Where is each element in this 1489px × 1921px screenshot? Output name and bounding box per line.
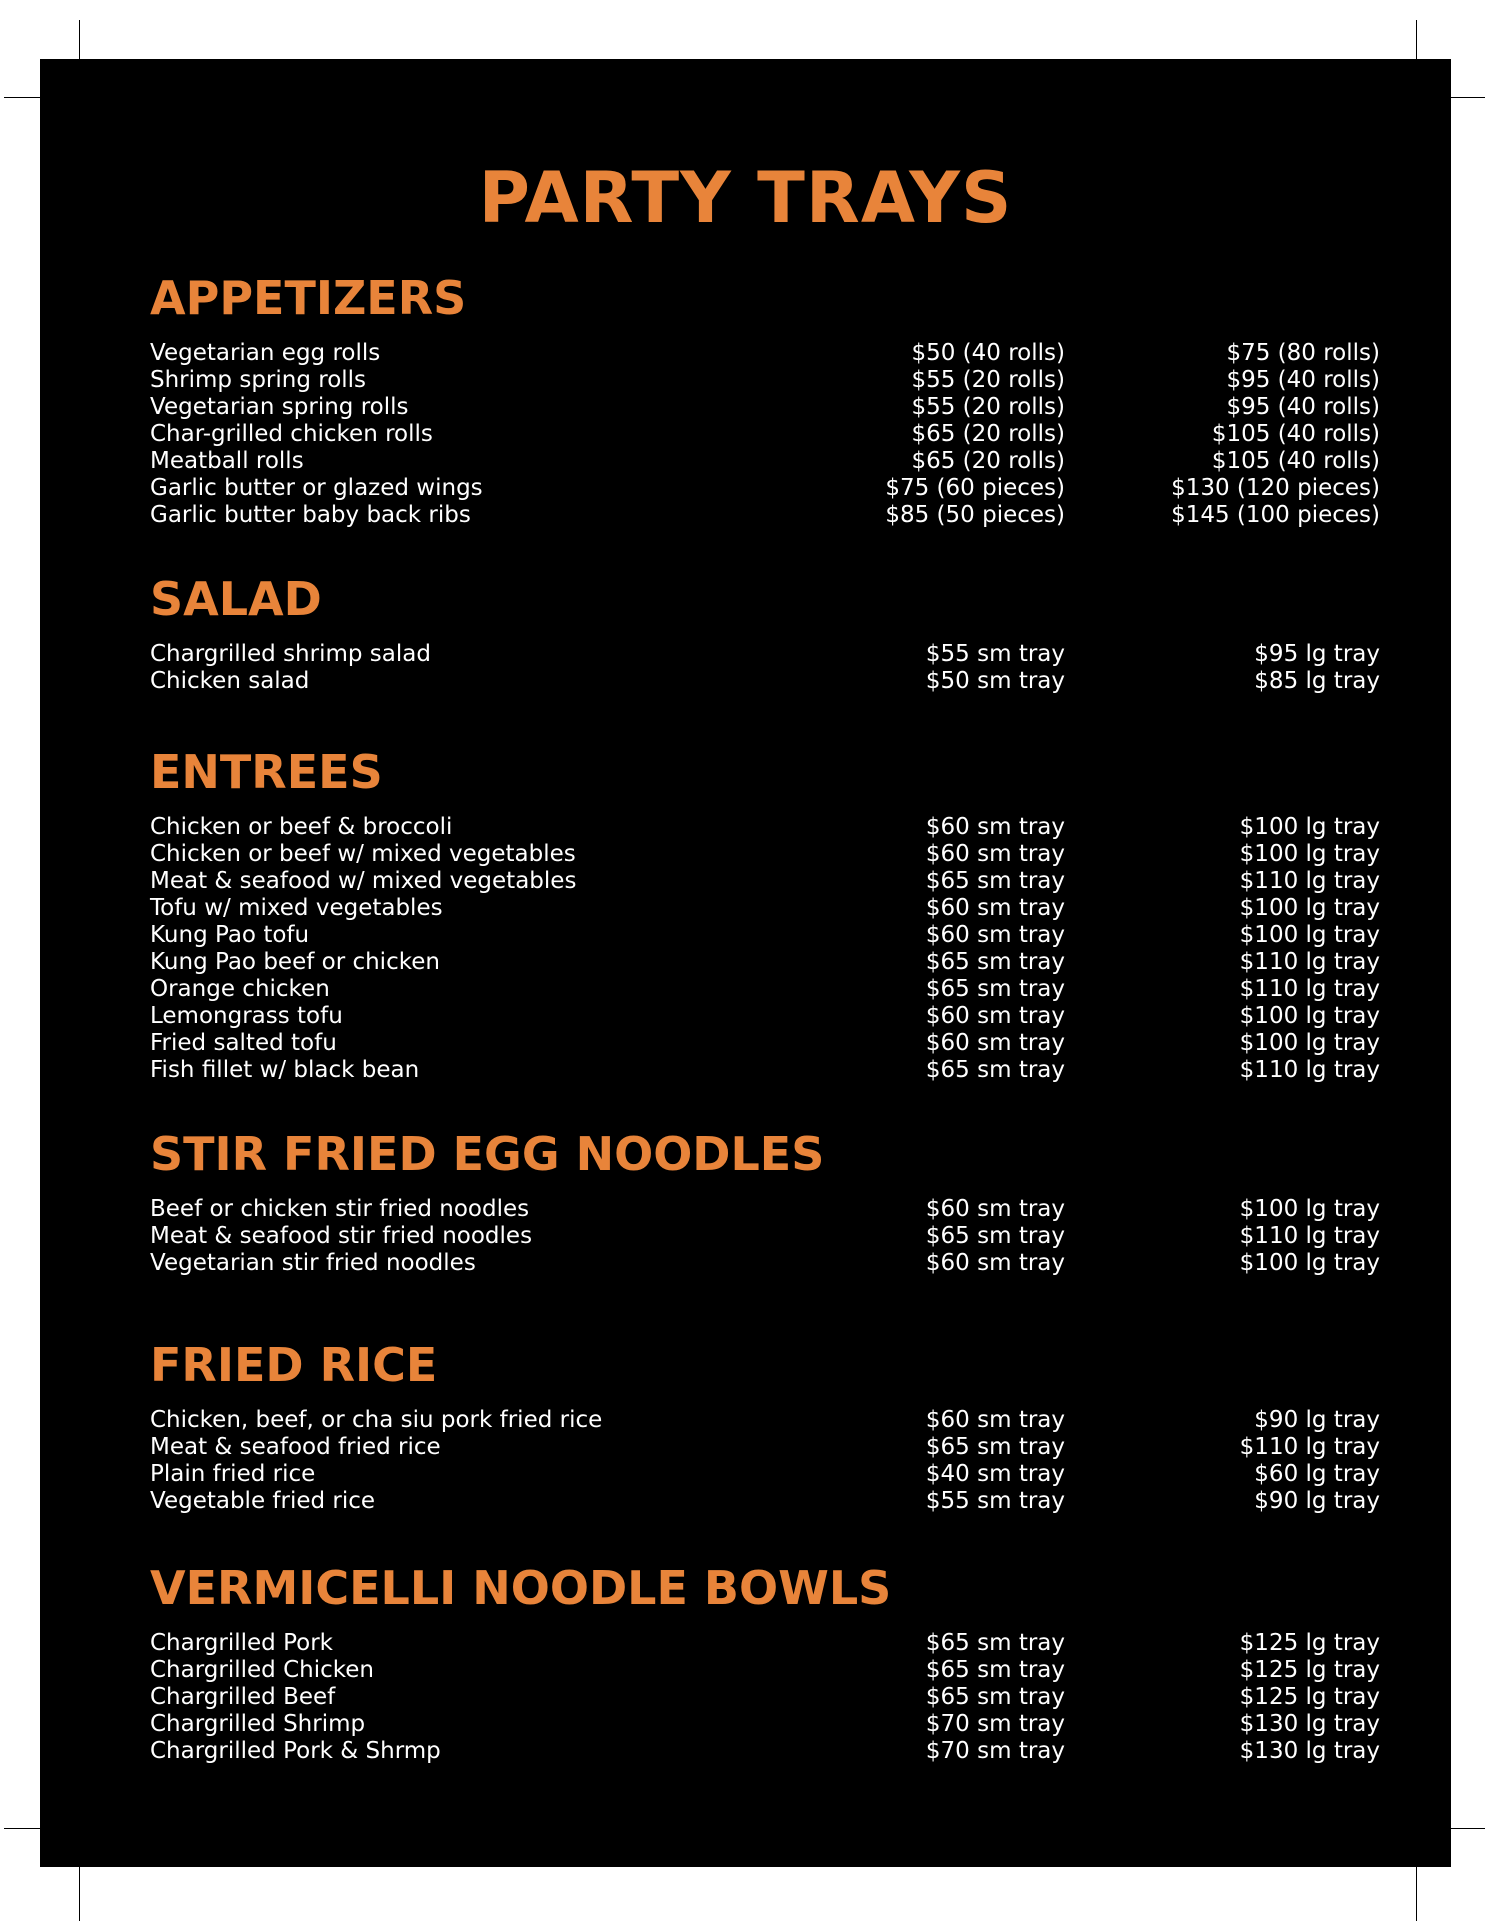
menu-item [150,1407,1380,1434]
item-name: Lemongrass tofu [150,1003,343,1029]
section-salad [150,573,1380,695]
small-price: $60 sm tray [925,895,1065,921]
section-title: FRIED RICE [150,1338,438,1392]
crop-mark [1416,1862,1417,1921]
small-price: $65 (20 rolls) [911,421,1065,447]
large-price: $145 (100 pieces) [1171,502,1380,528]
item-name: Chargrilled Beef [150,1684,336,1710]
large-price: $110 lg tray [1239,1057,1380,1083]
item-list [150,1407,1380,1515]
item-name: Chargrilled Pork [150,1630,333,1656]
small-price: $55 sm tray [925,1488,1065,1514]
section-fried-rice [150,1339,1380,1515]
small-price: $55 (20 rolls) [911,367,1065,393]
item-name: Meatball rolls [150,448,304,474]
small-price: $70 sm tray [925,1738,1065,1764]
large-price: $100 lg tray [1239,814,1380,840]
item-name: Chargrilled shrimp salad [150,641,431,667]
item-name: Kung Pao beef or chicken [150,949,440,975]
menu-item [150,1057,1380,1084]
item-name: Kung Pao tofu [150,922,310,948]
small-price: $55 sm tray [925,641,1065,667]
small-price: $65 sm tray [925,1434,1065,1460]
small-price: $70 sm tray [925,1711,1065,1737]
small-price: $65 sm tray [925,1057,1065,1083]
item-name: Orange chicken [150,976,330,1002]
large-price: $125 lg tray [1239,1684,1380,1710]
small-price: $40 sm tray [925,1461,1065,1487]
small-price: $65 sm tray [925,976,1065,1002]
item-list [150,1196,1380,1277]
section-title: SALAD [150,572,322,626]
item-name: Chargrilled Pork & Shrmp [150,1738,441,1764]
menu-panel [40,59,1451,1867]
large-price: $130 lg tray [1239,1711,1380,1737]
menu-item [150,841,1380,868]
menu-item [150,448,1380,475]
menu-item [150,502,1380,529]
menu-item [150,1003,1380,1030]
small-price: $65 sm tray [925,1223,1065,1249]
large-price: $75 (80 rolls) [1226,340,1380,366]
large-price: $100 lg tray [1239,1003,1380,1029]
section-stir-fried-egg-noodles [150,1128,1380,1277]
menu-item [150,895,1380,922]
small-price: $65 sm tray [925,1684,1065,1710]
item-name: Shrimp spring rolls [150,367,367,393]
section-title: VERMICELLI NOODLE BOWLS [150,1561,892,1615]
small-price: $65 sm tray [925,1630,1065,1656]
small-price: $50 sm tray [925,668,1065,694]
menu-item [150,1630,1380,1657]
large-price: $110 lg tray [1239,949,1380,975]
item-name: Meat & seafood w/ mixed vegetables [150,868,577,894]
item-name: Vegetarian egg rolls [150,340,381,366]
item-name: Chargrilled Shrimp [150,1711,366,1737]
menu-item [150,949,1380,976]
crop-mark [1449,97,1485,98]
large-price: $100 lg tray [1239,1196,1380,1222]
large-price: $110 lg tray [1239,868,1380,894]
crop-mark [4,97,40,98]
large-price: $90 lg tray [1254,1488,1380,1514]
item-name: Beef or chicken stir fried noodles [150,1196,530,1222]
item-name: Tofu w/ mixed vegetables [150,895,443,921]
menu-item [150,1488,1380,1515]
menu-item [150,367,1380,394]
small-price: $65 (20 rolls) [911,448,1065,474]
menu-item [150,922,1380,949]
small-price: $60 sm tray [925,922,1065,948]
section-title: STIR FRIED EGG NOODLES [150,1127,825,1181]
large-price: $100 lg tray [1239,895,1380,921]
item-name: Vegetarian stir fried noodles [150,1250,476,1276]
menu-item [150,1196,1380,1223]
large-price: $125 lg tray [1239,1657,1380,1683]
large-price: $95 (40 rolls) [1226,367,1380,393]
item-name: Chicken or beef w/ mixed vegetables [150,841,576,867]
page-title: PARTY TRAYS [478,157,1013,239]
item-list [150,340,1380,529]
item-list [150,814,1380,1084]
menu-item [150,421,1380,448]
menu-item [150,1711,1380,1738]
small-price: $65 sm tray [925,1657,1065,1683]
item-list [150,1630,1380,1765]
small-price: $60 sm tray [925,1407,1065,1433]
menu-item [150,1434,1380,1461]
item-name: Meat & seafood fried rice [150,1434,441,1460]
large-price: $95 lg tray [1254,641,1380,667]
item-name: Chicken salad [150,668,310,694]
large-price: $130 lg tray [1239,1738,1380,1764]
menu-item [150,868,1380,895]
large-price: $105 (40 rolls) [1211,421,1380,447]
large-price: $90 lg tray [1254,1407,1380,1433]
large-price: $130 (120 pieces) [1171,475,1380,501]
section-entrees [150,746,1380,1084]
small-price: $60 sm tray [925,814,1065,840]
large-price: $60 lg tray [1254,1461,1380,1487]
crop-mark [79,1862,80,1921]
section-vermicelli-noodle-bowls [150,1562,1380,1765]
menu-item [150,1684,1380,1711]
small-price: $85 (50 pieces) [885,502,1065,528]
small-price: $60 sm tray [925,1196,1065,1222]
menu-item [150,641,1380,668]
item-name: Vegetarian spring rolls [150,394,409,420]
menu-item [150,1250,1380,1277]
item-name: Plain fried rice [150,1461,316,1487]
large-price: $125 lg tray [1239,1630,1380,1656]
section-title: ENTREES [150,745,383,799]
large-price: $110 lg tray [1239,1434,1380,1460]
menu-item [150,1223,1380,1250]
item-name: Fried salted tofu [150,1030,337,1056]
small-price: $60 sm tray [925,1250,1065,1276]
item-name: Meat & seafood stir fried noodles [150,1223,533,1249]
section-appetizers [150,272,1380,529]
large-price: $100 lg tray [1239,1030,1380,1056]
menu-item [150,976,1380,1003]
small-price: $60 sm tray [925,841,1065,867]
item-name: Chargrilled Chicken [150,1657,374,1683]
section-title: APPETIZERS [150,271,467,325]
item-name: Vegetable fried rice [150,1488,376,1514]
large-price: $105 (40 rolls) [1211,448,1380,474]
item-name: Fish fillet w/ black bean [150,1057,420,1083]
menu-item [150,340,1380,367]
menu-item [150,668,1380,695]
large-price: $85 lg tray [1254,668,1380,694]
menu-item [150,475,1380,502]
item-name: Chicken or beef & broccoli [150,814,453,840]
item-name: Char-grilled chicken rolls [150,421,433,447]
small-price: $50 (40 rolls) [911,340,1065,366]
large-price: $100 lg tray [1239,841,1380,867]
small-price: $65 sm tray [925,949,1065,975]
large-price: $110 lg tray [1239,976,1380,1002]
menu-item [150,814,1380,841]
menu-item [150,1738,1380,1765]
menu-item [150,394,1380,421]
item-list [150,641,1380,695]
menu-item [150,1030,1380,1057]
crop-mark [1449,1828,1485,1829]
small-price: $75 (60 pieces) [885,475,1065,501]
small-price: $60 sm tray [925,1030,1065,1056]
item-name: Chicken, beef, or cha siu pork fried rice [150,1407,603,1433]
item-name: Garlic butter baby back ribs [150,502,471,528]
small-price: $55 (20 rolls) [911,394,1065,420]
large-price: $110 lg tray [1239,1223,1380,1249]
small-price: $65 sm tray [925,868,1065,894]
menu-item [150,1657,1380,1684]
large-price: $100 lg tray [1239,922,1380,948]
large-price: $100 lg tray [1239,1250,1380,1276]
large-price: $95 (40 rolls) [1226,394,1380,420]
small-price: $60 sm tray [925,1003,1065,1029]
item-name: Garlic butter or glazed wings [150,475,483,501]
menu-item [150,1461,1380,1488]
crop-mark [4,1828,40,1829]
